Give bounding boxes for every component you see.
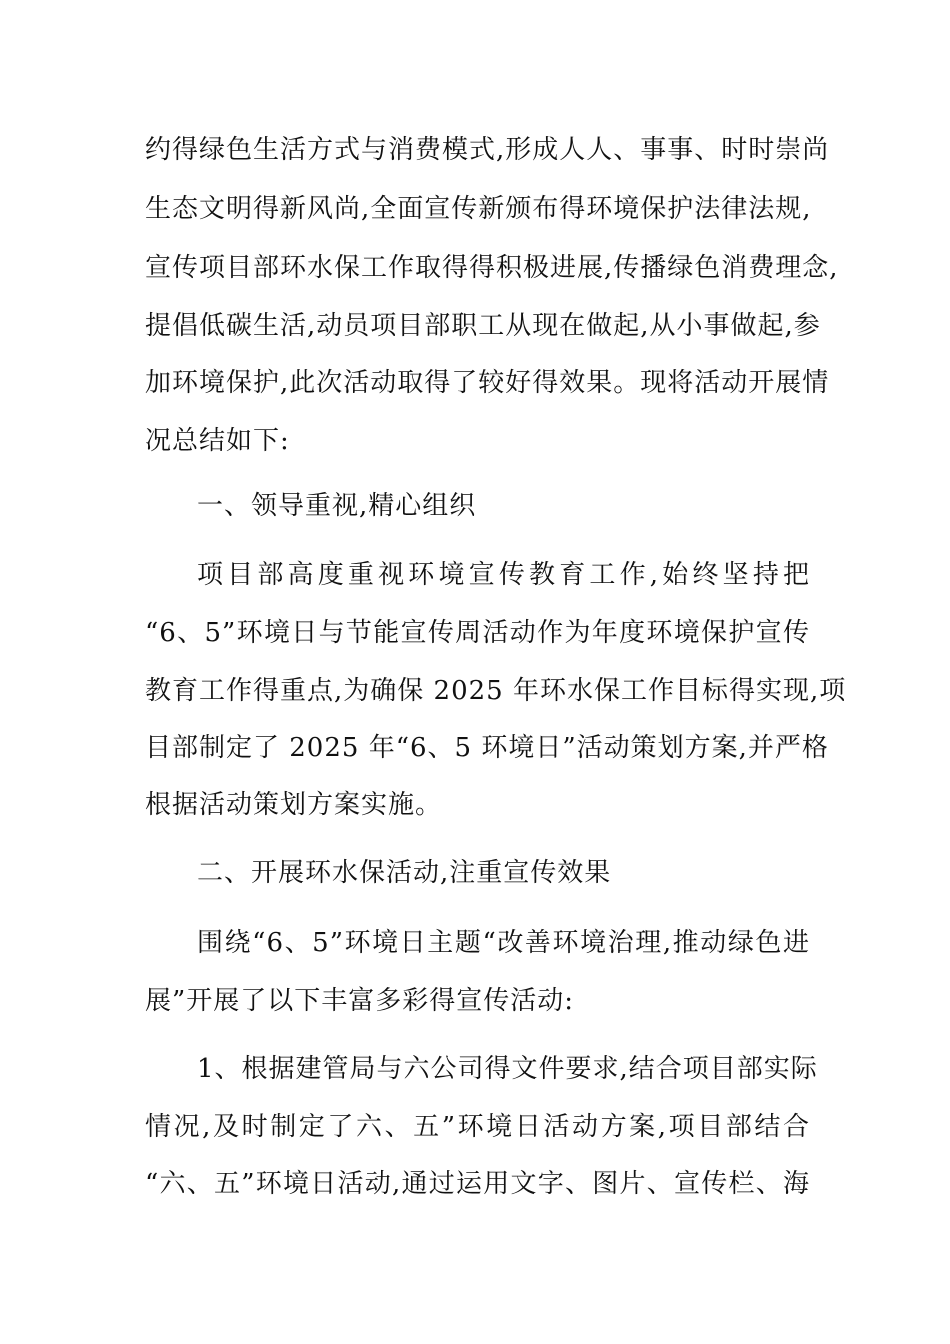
paragraph-line: 目部制定了 2025 年“6、5 环境日”活动策划方案,并严格 xyxy=(145,733,829,763)
paragraph-line: 加环境保护,此次活动取得了较好得效果。现将活动开展情 xyxy=(145,368,830,398)
section-heading: 一、领导重视,精心组织 xyxy=(197,491,477,521)
paragraph-line: “六、五”环境日活动,通过运用文字、图片、宣传栏、海 xyxy=(145,1169,810,1199)
paragraph-line: 宣传项目部环水保工作取得得积极进展,传播绿色消费理念, xyxy=(145,253,839,283)
paragraph-line: 根据活动策划方案实施。 xyxy=(145,790,443,820)
section-heading: 二、开展环水保活动,注重宣传效果 xyxy=(197,858,612,888)
paragraph-line: 约得绿色生活方式与消费模式,形成人人、事事、时时崇尚 xyxy=(145,135,830,165)
paragraph-line: “6、5”环境日与节能宣传周活动作为年度环境保护宣传 xyxy=(145,618,810,648)
paragraph-line: 项目部高度重视环境宣传教育工作,始终坚持把 xyxy=(197,560,810,590)
paragraph-line: 教育工作得重点,为确保 2025 年环水保工作目标得实现,项 xyxy=(145,676,847,706)
paragraph-line: 况总结如下: xyxy=(145,426,290,456)
paragraph-line: 围绕“6、5”环境日主题“改善环境治理,推动绿色进 xyxy=(197,928,810,958)
paragraph-line: 提倡低碳生活,动员项目部职工从现在做起,从小事做起,参 xyxy=(145,311,821,341)
paragraph-line: 情况,及时制定了六、五”环境日活动方案,项目部结合 xyxy=(145,1112,810,1142)
paragraph-line: 展”开展了以下丰富多彩得宣传活动: xyxy=(145,986,575,1016)
paragraph-line: 1、根据建管局与六公司得文件要求,结合项目部实际 xyxy=(197,1054,818,1084)
paragraph-line: 生态文明得新风尚,全面宣传新颁布得环境保护法律法规, xyxy=(145,194,812,224)
